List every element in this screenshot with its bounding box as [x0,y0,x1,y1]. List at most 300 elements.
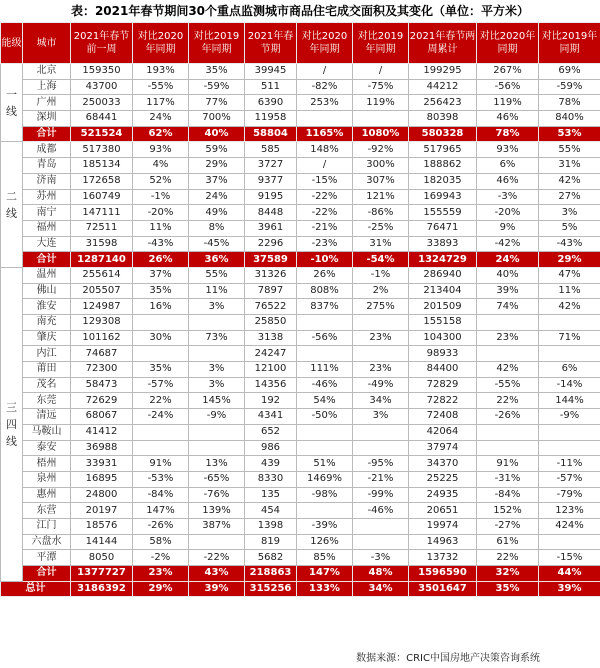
total-value: 35% [477,581,539,597]
value-cell: 700% [189,111,245,127]
value-cell: 69% [539,64,600,80]
subtotal-value: 48% [353,566,409,582]
value-cell: 68067 [71,409,133,425]
subtotal-value: 36% [189,252,245,268]
table-row [1,236,600,252]
value-cell [353,518,409,534]
value-cell: -46% [297,377,353,393]
value-cell: -98% [297,487,353,503]
subtotal-value: 62% [133,126,189,142]
value-cell: 2% [353,283,409,299]
value-cell: 123% [539,503,600,519]
value-cell: 119% [353,95,409,111]
tier-label: 二线 [1,142,23,268]
value-cell: 253% [297,95,353,111]
city-cell: 惠州 [23,487,71,503]
value-cell: -43% [133,236,189,252]
column-header: 对比2019年同期 [189,23,245,64]
total-value: 39% [539,581,600,597]
value-cell: 837% [297,299,353,315]
value-cell [353,111,409,127]
table-row [1,330,600,346]
value-cell: -20% [477,205,539,221]
city-cell: 江门 [23,518,71,534]
value-cell: 59% [189,142,245,158]
value-cell: 23% [353,330,409,346]
table-row [1,142,600,158]
value-cell: -59% [189,79,245,95]
tier-label: 一线 [1,64,23,142]
value-cell: 12100 [245,362,297,378]
value-cell: 155158 [409,315,477,331]
table-row [1,315,600,331]
value-cell: 42% [477,362,539,378]
value-cell: 986 [245,440,297,456]
value-cell: 517965 [409,142,477,158]
value-cell: -27% [477,518,539,534]
value-cell: -75% [353,79,409,95]
value-cell: 185134 [71,158,133,174]
value-cell: 42% [539,299,600,315]
value-cell: 135 [245,487,297,503]
value-cell: 44212 [409,79,477,95]
value-cell: -21% [353,471,409,487]
value-cell: 54% [297,393,353,409]
subtotal-value: 580328 [409,126,477,142]
value-cell: 267% [477,64,539,80]
value-cell: 126% [297,534,353,550]
city-cell: 成都 [23,142,71,158]
value-cell: 159350 [71,64,133,80]
value-cell: 78% [539,95,600,111]
value-cell [539,346,600,362]
value-cell [477,315,539,331]
value-cell: 22% [477,393,539,409]
value-cell: 199295 [409,64,477,80]
total-value: 133% [297,581,353,597]
table-row [1,503,600,519]
subtotal-value: 58804 [245,126,297,142]
value-cell: 9% [477,220,539,236]
value-cell: 286940 [409,267,477,283]
value-cell: 72829 [409,377,477,393]
value-cell: 35% [133,362,189,378]
value-cell: 33893 [409,236,477,252]
value-cell: 8330 [245,471,297,487]
value-cell: -39% [297,518,353,534]
column-header: 城市 [23,23,71,64]
value-cell [297,440,353,456]
value-cell: 71% [539,330,600,346]
value-cell [189,424,245,440]
table-row [1,205,600,221]
value-cell: 76471 [409,220,477,236]
value-cell: 3% [189,362,245,378]
value-cell: 46% [477,111,539,127]
total-value: 29% [133,581,189,597]
value-cell [297,315,353,331]
value-cell: -21% [297,220,353,236]
value-cell: 172658 [71,173,133,189]
value-cell: 14144 [71,534,133,550]
value-cell: -43% [539,236,600,252]
value-cell: 35% [133,283,189,299]
value-cell: 41412 [71,424,133,440]
value-cell: 3% [189,377,245,393]
value-cell: 454 [245,503,297,519]
value-cell: -9% [539,409,600,425]
value-cell: -53% [133,471,189,487]
value-cell: 74% [477,299,539,315]
value-cell: 4% [133,158,189,174]
data-table [0,22,600,597]
subtotal-label: 合计 [23,252,71,268]
value-cell: 4341 [245,409,297,425]
value-cell: 11% [539,283,600,299]
value-cell: -24% [133,409,189,425]
value-cell: 145% [189,393,245,409]
value-cell: 2296 [245,236,297,252]
table-row [1,346,600,362]
value-cell: 117% [133,95,189,111]
column-header: 对比2019年同期 [353,23,409,64]
table-row [1,283,600,299]
value-cell: 72408 [409,409,477,425]
table-row [1,377,600,393]
city-cell: 东莞 [23,393,71,409]
value-cell [353,440,409,456]
table-row [1,95,600,111]
city-cell: 泰安 [23,440,71,456]
subtotal-row [1,252,600,268]
value-cell: -95% [353,456,409,472]
value-cell: 201509 [409,299,477,315]
value-cell: 49% [189,205,245,221]
table-row [1,424,600,440]
total-value: 3186392 [71,581,133,597]
subtotal-value: 78% [477,126,539,142]
subtotal-value: 32% [477,566,539,582]
value-cell: 14963 [409,534,477,550]
value-cell: -42% [477,236,539,252]
value-cell: 9377 [245,173,297,189]
value-cell: -55% [477,377,539,393]
value-cell: 3138 [245,330,297,346]
value-cell: / [297,64,353,80]
city-cell: 莆田 [23,362,71,378]
city-cell: 东营 [23,503,71,519]
value-cell: 3% [353,409,409,425]
value-cell: 256423 [409,95,477,111]
value-cell: -65% [189,471,245,487]
table-row [1,158,600,174]
value-cell: 182035 [409,173,477,189]
value-cell: 124987 [71,299,133,315]
city-cell: 淮安 [23,299,71,315]
value-cell: 148% [297,142,353,158]
value-cell: 61% [477,534,539,550]
value-cell: 58% [133,534,189,550]
column-header: 对比2019年同期 [539,23,600,64]
table-row [1,534,600,550]
value-cell: 13% [189,456,245,472]
table-row [1,362,600,378]
value-cell: 31% [539,158,600,174]
value-cell [297,503,353,519]
city-cell: 大连 [23,236,71,252]
value-cell: 84400 [409,362,477,378]
value-cell: -1% [353,267,409,283]
value-cell: 93% [477,142,539,158]
value-cell: 5682 [245,550,297,566]
value-cell: -50% [297,409,353,425]
subtotal-value: 53% [539,126,600,142]
value-cell: 24% [133,111,189,127]
subtotal-value: 521524 [71,126,133,142]
value-cell: 72300 [71,362,133,378]
value-cell: 13732 [409,550,477,566]
table-body [1,64,600,597]
value-cell: -25% [353,220,409,236]
value-cell: -82% [297,79,353,95]
value-cell: -45% [189,236,245,252]
value-cell: 24935 [409,487,477,503]
value-cell: 26% [297,267,353,283]
table-row [1,299,600,315]
subtotal-value: 24% [477,252,539,268]
value-cell: -79% [539,487,600,503]
value-cell [189,534,245,550]
table-row [1,487,600,503]
column-header: 2021年春节期 [245,23,297,64]
city-cell: 茂名 [23,377,71,393]
value-cell: 85% [297,550,353,566]
subtotal-value: 1287140 [71,252,133,268]
value-cell: -31% [477,471,539,487]
city-cell: 平潭 [23,550,71,566]
value-cell: -11% [539,456,600,472]
value-cell: 517380 [71,142,133,158]
subtotal-value: 23% [133,566,189,582]
subtotal-value: 44% [539,566,600,582]
value-cell: 104300 [409,330,477,346]
value-cell [353,315,409,331]
value-cell: 147111 [71,205,133,221]
city-cell: 济南 [23,173,71,189]
value-cell: 73% [189,330,245,346]
value-cell: 51% [297,456,353,472]
subtotal-value: 43% [189,566,245,582]
value-cell: 147% [133,503,189,519]
value-cell [297,424,353,440]
subtotal-label: 合计 [23,126,71,142]
subtotal-value: 147% [297,566,353,582]
value-cell: 192 [245,393,297,409]
city-cell: 南充 [23,315,71,331]
subtotal-value: 1080% [353,126,409,142]
value-cell: 119% [477,95,539,111]
value-cell: -55% [133,79,189,95]
value-cell: 439 [245,456,297,472]
value-cell: 46% [477,173,539,189]
value-cell: -56% [477,79,539,95]
value-cell: -20% [133,205,189,221]
column-header: 能级 [1,23,23,64]
city-cell: 北京 [23,64,71,80]
value-cell: 43700 [71,79,133,95]
value-cell: 160749 [71,189,133,205]
value-cell: 34370 [409,456,477,472]
value-cell: 5% [539,220,600,236]
value-cell: 68441 [71,111,133,127]
value-cell: -99% [353,487,409,503]
value-cell: 424% [539,518,600,534]
value-cell: -9% [189,409,245,425]
value-cell: / [353,64,409,80]
value-cell: 91% [133,456,189,472]
city-cell: 泉州 [23,471,71,487]
table-title: 表：2021年春节期间30个重点监测城市商品住宅成交面积及其变化（单位：平方米） [70,4,530,18]
value-cell: -23% [297,236,353,252]
subtotal-value: -10% [297,252,353,268]
subtotal-value: 26% [133,252,189,268]
subtotal-value: 29% [539,252,600,268]
table-row [1,471,600,487]
value-cell [539,315,600,331]
value-cell [477,346,539,362]
subtotal-value: 1165% [297,126,353,142]
value-cell: 8448 [245,205,297,221]
value-cell: 129308 [71,315,133,331]
value-cell: 74687 [71,346,133,362]
value-cell: 37% [189,173,245,189]
city-cell: 肇庆 [23,330,71,346]
value-cell: 819 [245,534,297,550]
value-cell: 11% [189,283,245,299]
value-cell [133,346,189,362]
column-header: 2021年春节前一周 [71,23,133,64]
value-cell: 91% [477,456,539,472]
value-cell: 3727 [245,158,297,174]
value-cell: 34% [353,393,409,409]
table-row [1,456,600,472]
value-cell: 511 [245,79,297,95]
value-cell: 3961 [245,220,297,236]
value-cell: 3% [539,205,600,221]
tier-label: 三四线 [1,267,23,581]
city-cell: 苏州 [23,189,71,205]
value-cell: 55% [539,142,600,158]
value-cell: -26% [133,518,189,534]
value-cell [539,534,600,550]
column-header: 对比2020年同期 [133,23,189,64]
value-cell: -22% [297,205,353,221]
value-cell: 20651 [409,503,477,519]
value-cell: / [297,158,353,174]
city-cell: 广州 [23,95,71,111]
value-cell [133,315,189,331]
value-cell: 22% [477,550,539,566]
value-cell: 20197 [71,503,133,519]
city-cell: 佛山 [23,283,71,299]
subtotal-value: 1596590 [409,566,477,582]
value-cell: 19974 [409,518,477,534]
city-cell: 六盘水 [23,534,71,550]
value-cell: -3% [477,189,539,205]
table-row [1,189,600,205]
value-cell: 37974 [409,440,477,456]
value-cell: 8% [189,220,245,236]
value-cell: 40% [477,267,539,283]
value-cell: 36988 [71,440,133,456]
total-value: 3501647 [409,581,477,597]
value-cell: 35% [189,64,245,80]
city-cell: 温州 [23,267,71,283]
value-cell: 8050 [71,550,133,566]
value-cell: 11958 [245,111,297,127]
value-cell: 31326 [245,267,297,283]
value-cell: 37% [133,267,189,283]
value-cell: 39945 [245,64,297,80]
value-cell [189,440,245,456]
value-cell: 52% [133,173,189,189]
value-cell: 121% [353,189,409,205]
value-cell [297,111,353,127]
value-cell: 275% [353,299,409,315]
city-cell: 青岛 [23,158,71,174]
value-cell: 98933 [409,346,477,362]
value-cell [477,440,539,456]
value-cell: 23% [477,330,539,346]
city-cell: 马鞍山 [23,424,71,440]
value-cell: 72511 [71,220,133,236]
value-cell: -22% [189,550,245,566]
value-cell: -22% [297,189,353,205]
value-cell: -49% [353,377,409,393]
value-cell: 30% [133,330,189,346]
value-cell: 1398 [245,518,297,534]
value-cell: 144% [539,393,600,409]
value-cell [353,346,409,362]
value-cell: 152% [477,503,539,519]
value-cell: -26% [477,409,539,425]
column-header: 对比2020年同期 [477,23,539,64]
value-cell: -76% [189,487,245,503]
subtotal-row [1,126,600,142]
value-cell: -1% [133,189,189,205]
value-cell [297,346,353,362]
city-cell: 梧州 [23,456,71,472]
value-cell: 9195 [245,189,297,205]
table-row [1,173,600,189]
city-cell: 清远 [23,409,71,425]
value-cell: 205507 [71,283,133,299]
value-cell [133,440,189,456]
value-cell: 6390 [245,95,297,111]
column-header: 对比2020年同期 [297,23,353,64]
source-note: 数据来源：CRIC中国房地产决策咨询系统 [356,653,540,664]
value-cell: 11% [133,220,189,236]
table-row [1,440,600,456]
value-cell: 213404 [409,283,477,299]
value-cell [539,424,600,440]
value-cell: -14% [539,377,600,393]
value-cell: 3% [189,299,245,315]
value-cell: -92% [353,142,409,158]
value-cell: 18576 [71,518,133,534]
value-cell: 101162 [71,330,133,346]
value-cell: -84% [133,487,189,503]
